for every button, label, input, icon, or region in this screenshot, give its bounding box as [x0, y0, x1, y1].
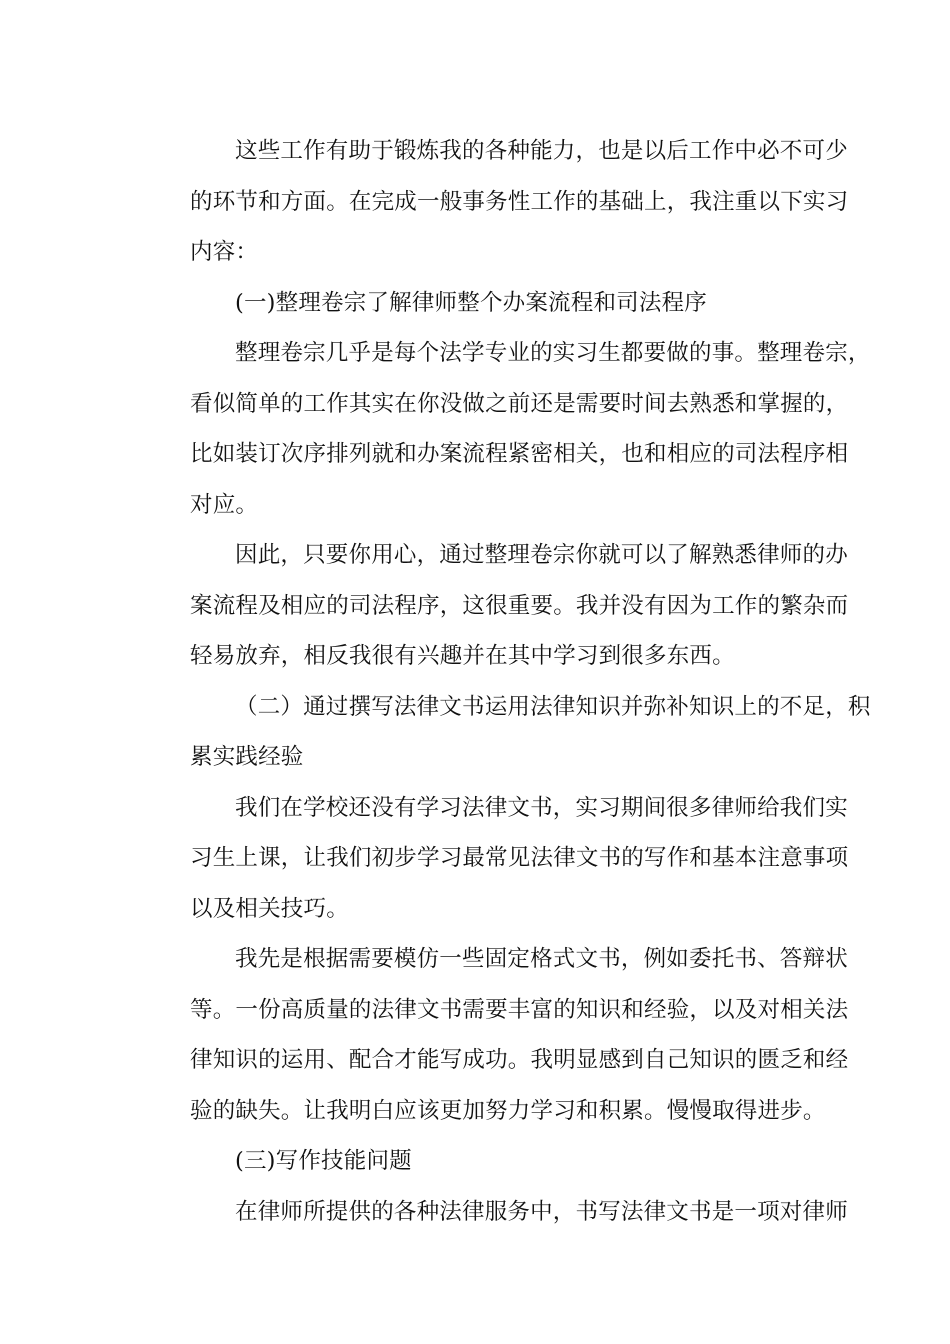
text-line: 我们在学校还没有学习法律文书，实习期间很多律师给我们实: [235, 794, 848, 821]
text-line: 在律师所提供的各种法律服务中，书写法律文书是一项对律师: [235, 1198, 848, 1225]
paragraph-4: [145, 783, 849, 935]
section-heading-1: [145, 278, 815, 329]
text-line: 律知识的运用、配合才能写成功。我明显感到自己知识的匮乏和经: [190, 1047, 849, 1073]
section-heading-2: [145, 682, 871, 783]
text-line: 以及相关技巧。: [190, 895, 349, 922]
heading-text: 累实践经验: [190, 744, 304, 770]
heading-text: （二）通过撰写法律文书运用法律知识并弥补知识上的不足，积: [235, 693, 871, 720]
heading-text: (三)写作技能问题: [235, 1148, 412, 1174]
text-line: 等。一份高质量的法律文书需要丰富的知识和经验，以及对相关法: [190, 996, 849, 1023]
paragraph-2: [145, 328, 871, 530]
text-line: 比如装订次序排列就和办案流程紧密相关，也和相应的司法程序相: [190, 441, 849, 467]
heading-text: (一)整理卷宗了解律师整个办案流程和司法程序: [235, 289, 707, 316]
paragraph-3: [145, 530, 849, 682]
text-line: 轻易放弃，相反我很有兴趣并在其中学习到很多东西。: [190, 643, 735, 669]
text-line: 看似简单的工作其实在你没做之前还是需要时间去熟悉和掌握的，: [190, 390, 849, 417]
text-line: 的环节和方面。在完成一般事务性工作的基础上，我注重以下实习: [190, 188, 849, 215]
text-line: 整理卷宗几乎是每个法学专业的实习生都要做的事。整理卷宗，: [235, 340, 871, 366]
text-line: 案流程及相应的司法程序，这很重要。我并没有因为工作的繁杂而: [190, 592, 849, 619]
text-line: 我先是根据需要模仿一些固定格式文书，例如委托书、答辩状: [235, 946, 848, 972]
text-line: 验的缺失。让我明白应该更加努力学习和积累。慢慢取得进步。: [190, 1097, 826, 1124]
paragraph-6: [145, 1187, 848, 1238]
text-line: 对应。: [190, 491, 259, 518]
text-line: 内容：: [190, 239, 259, 265]
text-line: 这些工作有助于锻炼我的各种能力，也是以后工作中必不可少: [235, 138, 848, 164]
text-line: 习生上课，让我们初步学习最常见法律文书的写作和基本注意事项: [190, 845, 849, 871]
section-heading-3: [145, 1136, 815, 1187]
document-body: [145, 126, 871, 1237]
paragraph-5: [145, 934, 849, 1136]
paragraph-1: [145, 126, 849, 278]
text-line: 因此，只要你用心，通过整理卷宗你就可以了解熟悉律师的办: [235, 542, 848, 568]
